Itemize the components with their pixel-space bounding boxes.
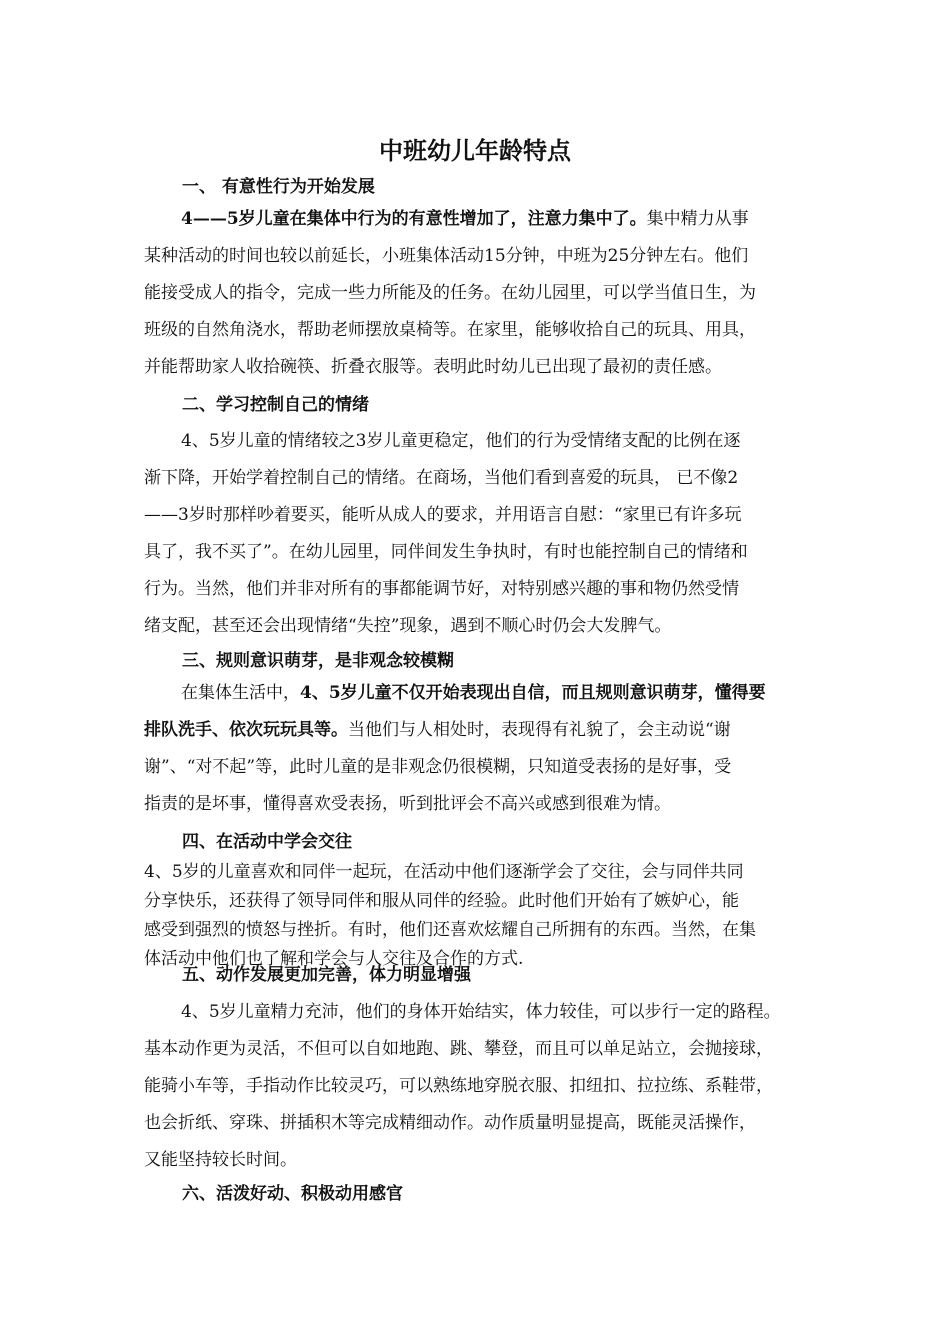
paragraph-line: 指责的是坏事，懂得喜欢受表扬，听到批评会不高兴或感到很难为情。 — [144, 794, 671, 814]
paragraph-line: 绪支配，甚至还会出现情绪“失控”现象，遇到不顺心时仍会大发脾气。 — [144, 616, 672, 636]
section-body-1 — [144, 201, 820, 386]
bold-text: 4、5岁儿童不仅开始表现出自信，而且规则意识萌芽，懂得要 — [300, 683, 766, 703]
line-text: 当他们与人相处时，表现得有礼貌了，会主动说“谢 — [348, 720, 731, 740]
paragraph-line — [144, 712, 820, 749]
paragraph-line: 渐下降，开始学着控制自己的情绪。在商场，当他们看到喜爱的玩具， 已不像2 — [144, 468, 739, 488]
paragraph-line: 能接受成人的指令，完成一些力所能及的任务。在幼儿园里，可以学当值日生，为 — [144, 283, 756, 303]
paragraph-line: 某种活动的时间也较以前延长，小班集体活动15分钟，中班为25分钟左右。他们 — [144, 246, 749, 266]
paragraph-line: 又能坚持较长时间。 — [144, 1150, 297, 1170]
section-heading-2: 二、学习控制自己的情绪 — [182, 395, 369, 415]
section-heading-3: 三、规则意识萌芽，是非观念较模糊 — [182, 651, 454, 671]
paragraph-line: 谢”、“对不起”等，此时儿童的是非观念仍很模糊，只知道受表扬的是好事，受 — [144, 757, 732, 777]
paragraph-line: 体活动中他们也了解和学会与人交往及合作的方式. — [144, 949, 524, 969]
paragraph-line: 4、5岁儿童精力充沛，他们的身体开始结实，体力较佳，可以步行一定的路程。 — [181, 1002, 781, 1022]
paragraph-line: 具了，我不买了”。在幼儿园里，同伴间发生争执时，有时也能控制自己的情绪和 — [144, 542, 748, 562]
section-heading-1: 一、 有意性行为开始发展 — [182, 177, 375, 197]
bold-text: 4——5岁儿童在集体中行为的有意性增加了，注意力集中了。 — [181, 209, 647, 229]
section-heading-6: 六、活泼好动、积极动用感官 — [182, 1184, 403, 1204]
paragraph-line: 并能帮助家人收拾碗筷、折叠衣服等。表明此时幼儿已出现了最初的责任感。 — [144, 357, 722, 377]
paragraph-line: 4、5岁的儿童喜欢和同伴一起玩，在活动中他们逐渐学会了交往，会与同伴共同 — [144, 862, 744, 882]
section-heading-5: 五、动作发展更加完善，体力明显增强 — [182, 965, 471, 985]
line-text: 在集体生活中， — [181, 683, 300, 703]
paragraph-line: 也会折纸、穿珠、拼插积木等完成精细动作。动作质量明显提高，既能灵活操作， — [144, 1113, 756, 1133]
paragraph-line — [144, 201, 820, 238]
paragraph-line: 4、5岁儿童的情绪较之3岁儿童更稳定，他们的行为受情绪支配的比例在逐 — [181, 431, 741, 451]
paragraph-line: ——3岁时那样吵着要买，能听从成人的要求，并用语言自慰：“家里已有许多玩 — [144, 505, 742, 525]
section-body-4 — [144, 858, 820, 974]
paragraph-line: 能骑小车等，手指动作比较灵巧，可以熟练地穿脱衣服、扣纽扣、拉拉练、系鞋带， — [144, 1076, 773, 1096]
line-text: 集中精力从事 — [646, 209, 749, 229]
paragraph-line: 分享快乐，还获得了领导同伴和服从同伴的经验。此时他们开始有了嫉妒心，能 — [144, 891, 739, 911]
page-title: 中班幼儿年龄特点 — [379, 136, 571, 165]
paragraph-line: 班级的自然角浇水，帮助老师摆放桌椅等。在家里，能够收拾自己的玩具、用具， — [144, 320, 756, 340]
paragraph-line: 感受到强烈的愤怒与挫折。有时，他们还喜欢炫耀自己所拥有的东西。当然，在集 — [144, 920, 756, 940]
section-heading-4: 四、在活动中学会交往 — [182, 832, 352, 852]
bold-text: 排队洗手、依次玩玩具等。 — [144, 720, 348, 740]
section-body-2 — [144, 423, 820, 645]
paragraph-line: 行为。当然，他们并非对所有的事都能调节好，对特别感兴趣的事和物仍然受情 — [144, 579, 739, 599]
paragraph-line — [144, 675, 820, 712]
section-body-5 — [144, 994, 820, 1179]
paragraph-line: 基本动作更为灵活，不但可以自如地跑、跳、攀登，而且可以单足站立，会抛接球， — [144, 1039, 773, 1059]
section-body-3 — [144, 675, 820, 823]
